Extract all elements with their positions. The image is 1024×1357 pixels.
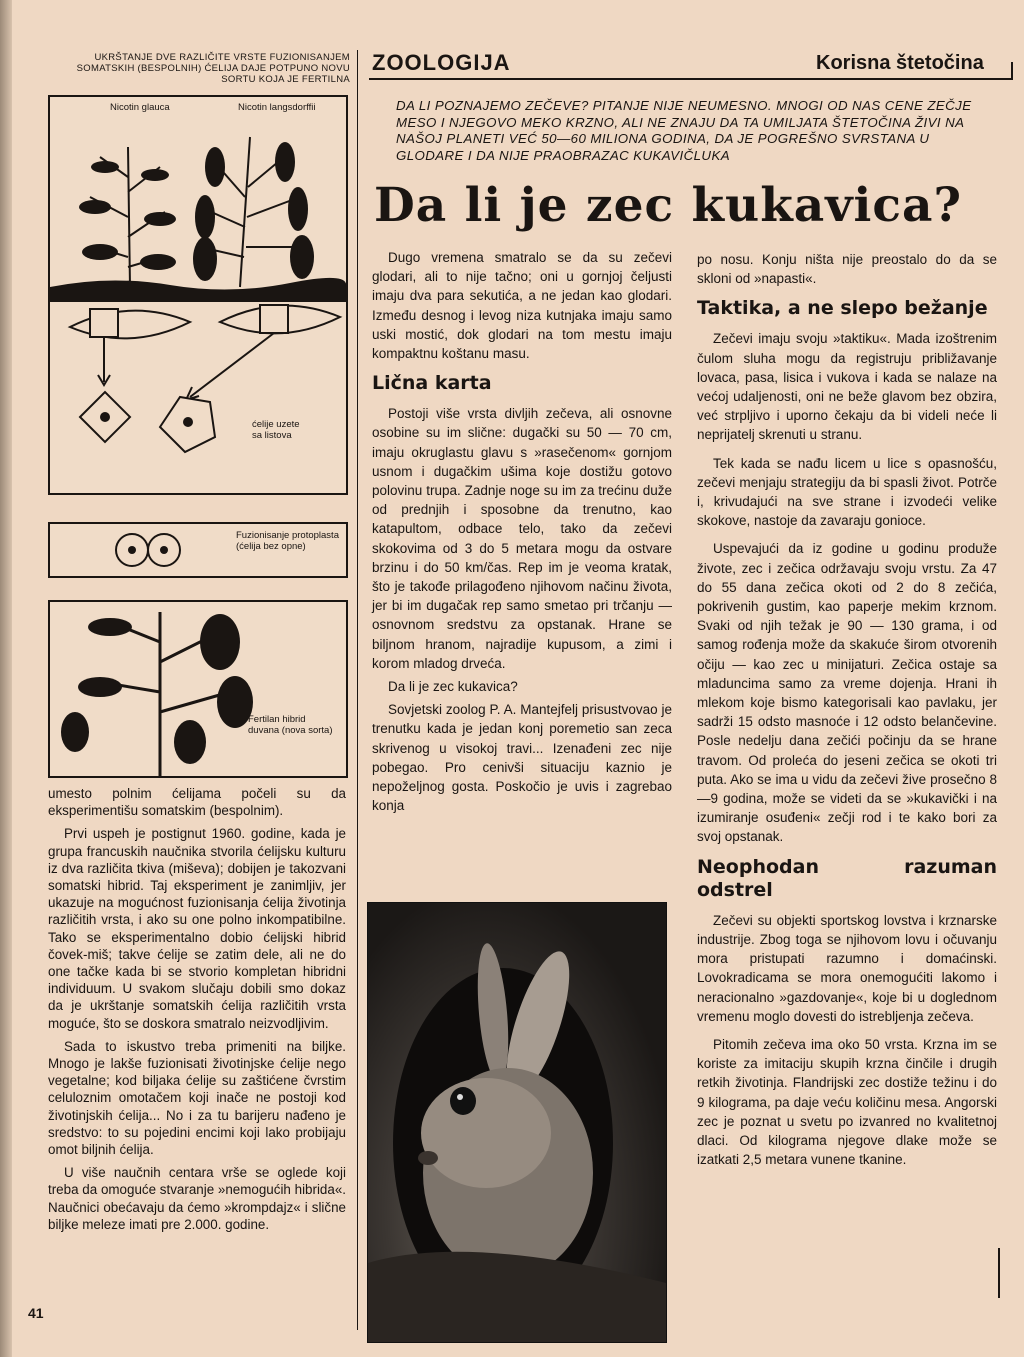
left-paragraph: umesto polnim ćelijama počeli su da eksperimentišu somatskim (bespolnim). bbox=[48, 786, 346, 819]
mid-paragraph: Sovjetski zoolog P. A. Mantejfelj prisustvovao je trenutku kada je jedan konj poremetio san zeca skrivenog u visokoj travi... Izenađeni zec nije pobegao. Pro cenivši situaciju kaznio je nepoželjnog gosta. Poskočio je uvis i zagrebao konja bbox=[372, 702, 672, 814]
right-paragraph: Tek kada se nađu licem u lice s opasnošću, zečevi menjaju strategiju da bi spasli život. Potrče i, krivudajući na sve strane i izvodeći velike skokove, nastoje da zavaraju gonioce. bbox=[697, 455, 997, 529]
label-nicotin-glauca: Nicotin glauca bbox=[110, 102, 170, 113]
label-fusion: Fuzionisanje protoplasta (ćelija bez opne) bbox=[236, 530, 339, 552]
right-paragraph: Zečevi imaju svoju »taktiku«. Mada izoštrenim čulom sluha mogu da registruju približavanje lovaca, pasa, lisica i vukova i kada se nalaze na većoj udaljenosti, oni ne beže glavom bez obzira, već strpljivo i uporno čekaju da bi videli neće li neprijatelj skrenuti u stranu. bbox=[697, 331, 997, 443]
subhead-odstrel: Neophodan razuman odstrel bbox=[697, 855, 997, 901]
article-lead: DA LI POZNAJEMO ZEČEVE? PITANJE NIJE NEUMESNO. MNOGI OD NAS CENE ZEČJE MESO I NJEGOVO MEKO KRZNO, ALI NE ZNAJU DA TA UMILJATA ŠTETOČINA ŽIVI NA NAŠOJ PLANETI VEĆ 50—60 MILIONA GODINA, DA JE POGREŠNO SVRSTANA U GLODARE I DA NIJE PRAOBRAZAC KUKAVIČLUKA bbox=[396, 98, 972, 163]
left-column-text bbox=[48, 785, 346, 1239]
left-paragraph: Prvi uspeh je postignut 1960. godine, kada je grupa francuskih naučnika stvorila ćelijsku kulturu iz dva različita tkiva (miševa); dobijen je takozvani somatski hibrid. Taj eksperiment je zanimljiv, jer ukazuje na mogućnost fuzionisanja ćelija životinja različitih vrsta, i ako su one polno inkompatibilne. Tako se eksperimentalno dobio ćelijski hibrid čovek-miš; takve ćelije se zatim dele, ali ne do one tačke kada bi se stvorio kompletan hibridni individuum. U svakom slučaju dobili smo dokaz da je ukrštanje somatskih ćelija različitih vrsta moguće, što se doskora smatralo neizvodljivim. bbox=[48, 826, 346, 1031]
subhead-licna-karta: Lična karta bbox=[372, 372, 492, 395]
figure-caption-top: UKRŠTANJE DVE RAZLIČITE VRSTE FUZIONISANJEM SOMATSKIH (BESPOLNIH) ĆELIJA DAJE POTPUNO NOVU SORTU KOJA JE FERTILNA bbox=[76, 52, 350, 85]
right-paragraph: po nosu. Konju ništa nije preostalo do da se skloni od »napasti«. bbox=[697, 252, 997, 287]
column-end-rule bbox=[998, 1248, 1000, 1298]
label-nicotin-langsdorffii: Nicotin langsdorffii bbox=[238, 102, 316, 113]
figure-hybrid bbox=[48, 600, 348, 778]
right-paragraph: Uspevajući da iz godine u godinu produže živote, zec i zečica održavaju svoju vrstu. Za 47 do 55 dana zečica okoti od 2 do 8 zečića, pokrivenih gustim, kao paperje mekim krznom. Svaki od njih težak je 90 — 130 grama, i od samog rođenja može da skakuće širom otvorenih očiju — kao zec u minijaturi. Zečica ostaje sa mladuncima samo za vreme dojenja. Hrani ih mlekom koje bismo kategorisali kao pavlaku, jer sadrži 15 odsto masnoće i 12 odsto belančevine. Posle nedelju dana zečići počinju da se hrane travom. Od proleća do jeseni zečica se okoti tri puta. Ako se ima u vidu da zečevi žive prosečno 8—9 godina, može se videti da se »kukavički i na izumiranje osuđeni« zečji rod i te kako bori za svoj opstanak. bbox=[697, 541, 997, 845]
section-title: ZOOLOGIJA bbox=[372, 50, 511, 75]
intro-paragraph: Dugo vremena smatralo se da su zečevi glodari, ali to nije tačno; oni u gornjoj čeljusti imaju dva para sekutića, a ne jedan kao glodari. Između desnog i levog niza kutnjaka imaju samo uski mostić, dok glodari na tom mestu imaju kompaktnu koštanu masu. bbox=[372, 250, 672, 362]
left-paragraph: U više naučnih centara vrše se oglede koji treba da omoguće stvaranje »nemogućih hibrida«. Naučnici obećavaju da ćemo »krompdajz« i slične biljke meleze imati pre 2.000. godine. bbox=[48, 1165, 346, 1232]
hybrid-plant-illustration bbox=[50, 602, 346, 776]
topic-title: Korisna štetočina bbox=[816, 52, 984, 74]
article-headline: Da li je zec kukavica? bbox=[374, 178, 963, 233]
figure-fusion bbox=[48, 522, 348, 578]
page-binding-shadow bbox=[0, 0, 12, 1357]
label-hybrid: Fertilan hibrid duvana (nova sorta) bbox=[248, 714, 333, 736]
header-rule bbox=[369, 78, 1013, 80]
mid-paragraph: Postoji više vrsta divljih zečeva, ali osnovne osobine su im slične: dugački su 50 — 70 cm, imaju okruglastu glavu s »rasečenom« gornjom usnom i dugačkim ušima koje dostižu gotovo polovinu trupa. Zadnje noge su im za trećinu duže od prednjih i sposobne da trenutno, kao katapultom, odbace telo, tako da zečevi skokovima od 3 do 5 metara mogu da ostvare brzinu i do 50 km/čas. Rep im je veoma kratak, što je takođe prilagođeno njihovom načinu života, jer bi im dugačak rep samo smetao pri trčanju — osnovnom sredstvu za opstanak. Hrane se biljnom hranom, najradije kupusom, a zimi i korom mladog drveća. bbox=[372, 406, 672, 671]
left-paragraph: Sada to iskustvo treba primeniti na biljke. Mnogo je lakše fuzionisati životinjske ćelije nego vegetalne; kod biljaka ćelije su zaštićene čvrstim celuloznim omotačem koji inače ne postoji kod životinjskih ćelija... No i za tu barijeru nađeno je sredstvo: to su pojedini encimi koji lako probijaju omot biljnih ćelija. bbox=[48, 1038, 346, 1158]
rabbit-illustration bbox=[368, 903, 666, 1342]
right-column-text bbox=[697, 250, 997, 1178]
middle-column-text bbox=[372, 248, 672, 824]
header-rule-end bbox=[1011, 62, 1013, 80]
fusion-cells-icon bbox=[110, 524, 210, 576]
figure-plants-cells bbox=[48, 95, 348, 495]
label-cells: ćelije uzete sa listova bbox=[252, 419, 300, 441]
rabbit-photo bbox=[367, 902, 667, 1343]
page-number: 41 bbox=[28, 1305, 44, 1321]
mid-paragraph: Da li je zec kukavica? bbox=[388, 679, 518, 695]
right-paragraph: Pitomih zečeva ima oko 50 vrsta. Krzna im se koriste za imitaciju skupih krzna činčile i drugih retkih životinja. Flandrijski zec dostiže težinu i do 9 kilograma, pa daje veću količinu mesa. Angorski zec je poznat u svetu po izvanred no kvalitetnoj dlaci. Od kilograma njegove dlake može se izatkati 2,5 metara vunene tkanine. bbox=[697, 1036, 997, 1168]
column-divider-left bbox=[357, 50, 358, 1330]
right-paragraph: Zečevi su objekti sportskog lovstva i krznarske industrije. Zbog toga se njihovom lovu i očuvanju mora pristupati razumno i domaćinski. Lovokradicama se mora onemogućiti lakomo i neracionalno »gazdovanje«, koje bi u doglednom vremenu moglo dovesti do istrebljenja zečeva. bbox=[697, 912, 997, 1024]
subhead-taktika: Taktika, a ne slepo bežanje bbox=[697, 297, 988, 320]
